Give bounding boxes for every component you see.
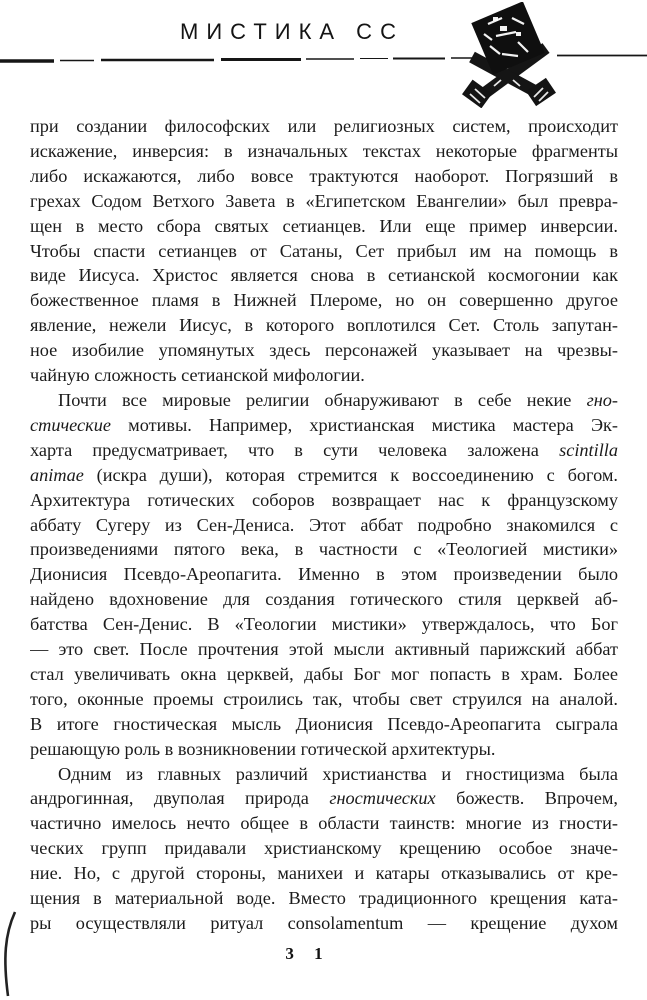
- text-segment: при создании философских или религиозных систем, происходит: [30, 116, 618, 136]
- text-line: [30, 463, 618, 488]
- text-segment: грехах Содом Ветхого Завета в «Египетском Евангелии» был превра-: [30, 190, 618, 211]
- text-segment: аббату Сугеру из Сен-Дениса. Этот аббат подробно знакомился с: [30, 514, 618, 535]
- italic-text-segment: стические: [30, 414, 111, 435]
- text-segment: либо искажаются, либо вовсе трактуются наоборот. Погрязший в: [30, 165, 618, 186]
- italic-text-segment: animae: [30, 464, 84, 485]
- text-line: [30, 737, 618, 762]
- text-segment: ческих групп придавали христианскому крещению особое значе-: [30, 838, 618, 859]
- text-segment: Одним из главных различий христианства и гностицизма была: [58, 763, 618, 784]
- text-line: [30, 662, 618, 687]
- text-segment: Чтобы спасти сетианцев от Сатаны, Сет прибыл им на помощь в: [30, 240, 618, 261]
- text-segment: искажение, инверсия: в изначальных текстах некоторые фрагменты: [30, 140, 618, 161]
- text-line: [30, 388, 618, 413]
- text-line: [30, 911, 618, 936]
- text-line: [30, 612, 618, 637]
- text-segment: харта предусматривает, что в сути человека заложена: [30, 439, 560, 460]
- text-line: [30, 239, 618, 264]
- text-segment: Почти все мировые религии обнаруживают в себе некие: [58, 389, 587, 410]
- scan-artifact-curve: [0, 906, 22, 1000]
- text-line: [30, 836, 618, 861]
- text-segment: божеств. Впрочем,: [435, 788, 618, 809]
- text-segment: виде Иисуса. Христос является снова в сетианской космогонии как: [30, 265, 618, 286]
- text-segment: частично имелось нечто общее в области таинств: многие из гности-: [30, 813, 618, 834]
- text-line: [30, 886, 618, 911]
- body-text: [30, 114, 618, 936]
- text-line: [30, 537, 618, 562]
- text-segment: того, оконные проемы строились так, чтобы свет струился на аналой.: [30, 688, 618, 709]
- text-segment: ное изобилие упомянутых здесь персонажей указывает на чрезвы-: [30, 340, 618, 361]
- text-line: [30, 488, 618, 513]
- text-line: [30, 687, 618, 712]
- text-segment: произведениями пятого века, в частности с «Теологией мистики»: [30, 539, 618, 560]
- italic-text-segment: scintilla: [559, 439, 618, 460]
- text-line: [30, 263, 618, 288]
- italic-text-segment: гностических: [329, 788, 436, 809]
- text-segment: мотивы. Например, христианская мистика мастера Эк-: [110, 414, 618, 435]
- page-number: 3 1: [285, 944, 331, 963]
- text-line: [30, 413, 618, 438]
- text-line: [30, 139, 618, 164]
- crossed-hammers-seal-icon: [460, 2, 562, 108]
- text-segment: щен в место сбора святых сетианцев. Или еще пример инверсии.: [30, 215, 618, 236]
- text-line: [30, 712, 618, 737]
- text-segment: стал увеличивать окна церквей, дабы Бог мог попасть в храм. Более: [30, 663, 618, 684]
- text-segment: Дионисия Псевдо-Ареопагита. Именно в этом произведении было: [30, 564, 618, 585]
- text-line: [30, 438, 618, 463]
- text-line: [30, 562, 618, 587]
- text-line: [30, 114, 618, 139]
- text-segment: найдено вдохновение для создания готического стиля церквей аб-: [30, 589, 618, 610]
- text-segment: явление, нежели Иисус, в которого воплотился Сет. Столь запутан-: [30, 315, 618, 336]
- text-line: [30, 513, 618, 538]
- text-segment: В итоге гностическая мысль Дионисия Псевдо-Ареопагита сыграла: [30, 713, 618, 734]
- text-segment: батства Сен-Денис. В «Теологии мистики» утверждалось, что Бог: [30, 614, 618, 635]
- text-line: [30, 587, 618, 612]
- running-head-title: МИСТИКА СС: [180, 19, 404, 44]
- text-line: [30, 164, 618, 189]
- text-segment: Архитектура готических соборов возвращает нас к французскому: [30, 489, 618, 510]
- text-segment: щения в материальной воде. Вместо традиционного крещения ката-: [30, 888, 618, 909]
- text-segment: — это свет. После прочтения этой мысли активный парижский аббат: [30, 639, 618, 660]
- text-line: [30, 811, 618, 836]
- text-line: [30, 313, 618, 338]
- text-segment: чайную сложность сетианской мифологии.: [30, 365, 365, 386]
- text-segment: ние. Но, с другой стороны, манихеи и катары отказывались от кре-: [30, 863, 618, 884]
- text-line: [30, 861, 618, 886]
- text-segment: божественное пламя в Нижней Плероме, но он совершенно другое: [30, 290, 618, 311]
- text-line: [30, 189, 618, 214]
- text-segment: решающую роль в возникновении готической архитектуры.: [30, 738, 496, 759]
- text-line: [30, 363, 618, 388]
- text-line: [30, 637, 618, 662]
- text-line: [30, 786, 618, 811]
- text-line: [30, 214, 618, 239]
- text-line: [30, 762, 618, 787]
- text-line: [30, 338, 618, 363]
- text-segment: (искра души), которая стремится к воссоединению с богом.: [83, 464, 618, 485]
- text-segment: ры осуществляли ритуал consolamentum — крещение духом: [30, 913, 618, 933]
- text-segment: андрогинная, двуполая природа: [30, 788, 330, 809]
- text-line: [30, 288, 618, 313]
- italic-text-segment: гно-: [586, 389, 618, 410]
